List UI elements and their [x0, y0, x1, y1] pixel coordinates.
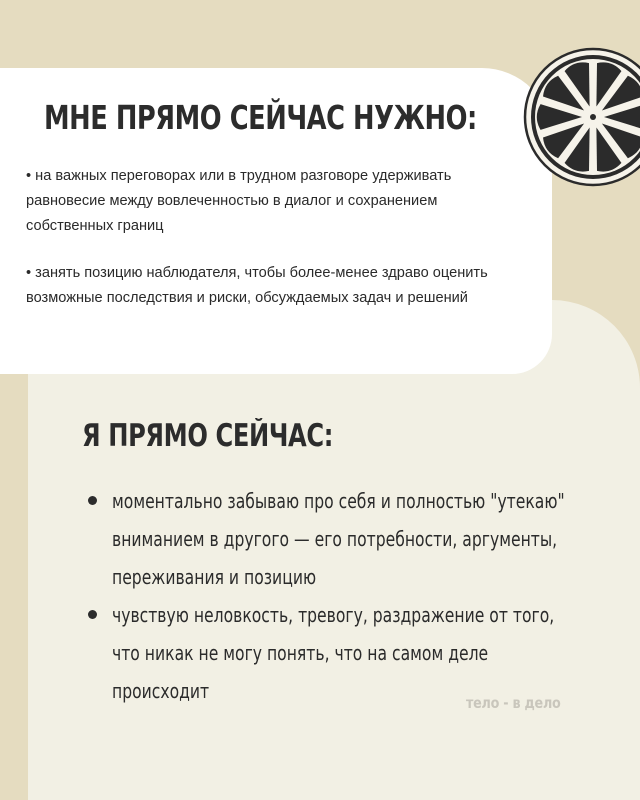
list-item-text: моментально забываю про себя и полностью "утекаю" вниманием в другого — его потребности, аргументы, переживания и позицию	[112, 489, 565, 589]
top-card-title: МНЕ ПРЯМО СЕЙЧАС НУЖНО:	[44, 98, 477, 137]
lemon-slice-icon	[522, 46, 640, 188]
list-item-text: чувствую неловкость, тревогу, раздражение от того, что никак не могу понять, что на самом деле происходит	[112, 603, 555, 703]
top-card-list	[26, 164, 506, 333]
list-item	[88, 596, 640, 710]
bullet-dot-icon	[88, 496, 97, 505]
bullet-dot-icon	[88, 610, 97, 619]
bottom-panel-list	[88, 482, 640, 710]
list-item: • занять позицию наблюдателя, чтобы более-менее здраво оценить возможные последствия и риски, обсуждаемых задач и решений	[26, 265, 488, 306]
list-item: • на важных переговорах или в трудном разговоре удерживать равновесие между вовлеченностью в диалог и сохранением собственных границ	[26, 168, 452, 234]
list-item	[88, 482, 640, 596]
bottom-panel-title: Я ПРЯМО СЕЙЧАС:	[82, 418, 333, 454]
brand-watermark: тело - в дело	[466, 694, 561, 712]
